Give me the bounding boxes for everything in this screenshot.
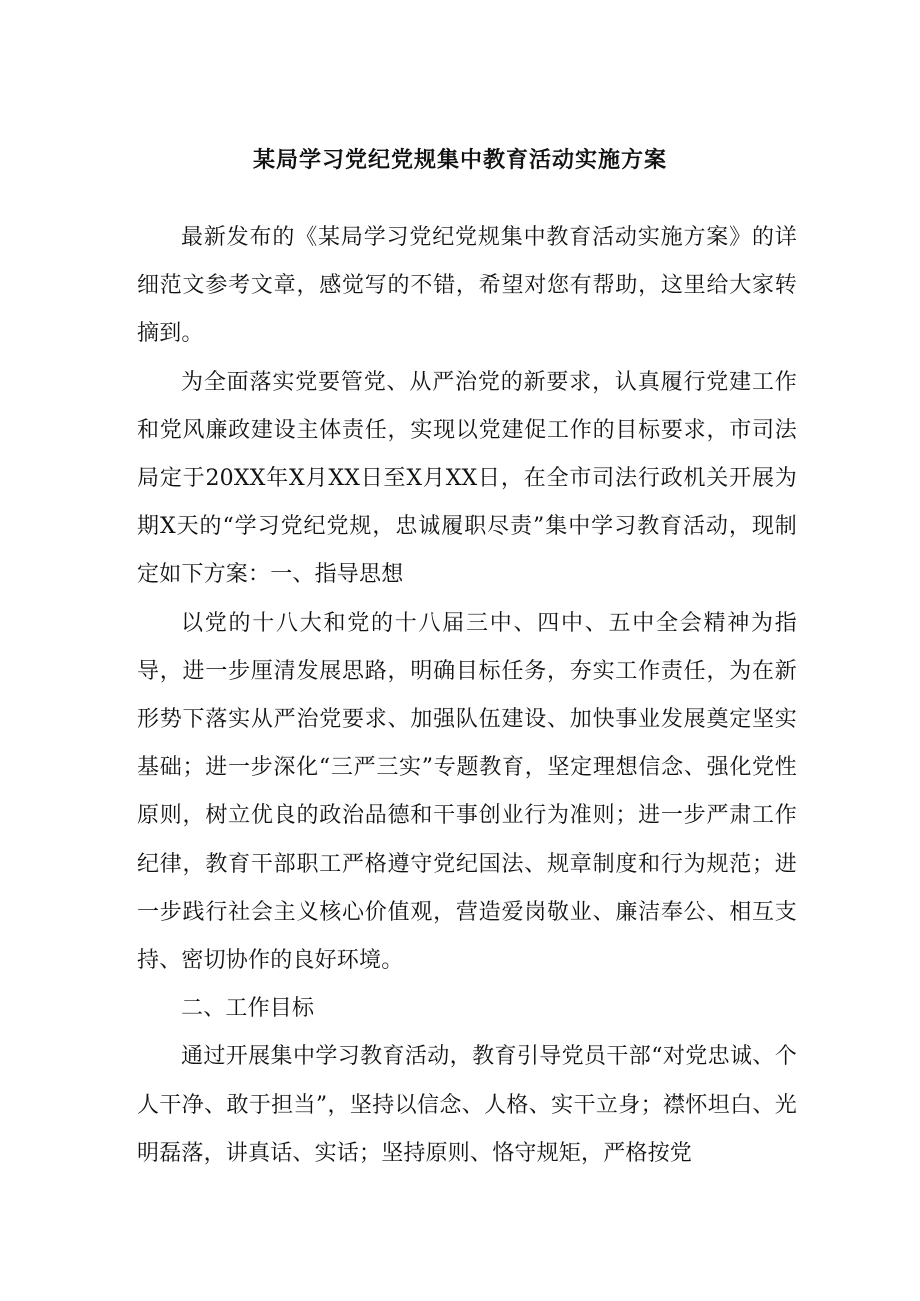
paragraph-intro: 最新发布的《某局学习党纪党规集中教育活动实施方案》的详细范文参考文章，感觉写的不错，希望对您有帮助，这里给大家转摘到。 — [137, 225, 797, 347]
paragraph-work-goals: 通过开展集中学习教育活动，教育引导党员干部“对党忠诚、个人干净、敢于担当”，坚持以信念、人格、实干立身；襟怀坦白、光明磊落，讲真话、实话；坚持原则、恪守规矩，严格按党 — [137, 1044, 797, 1166]
document-title: 某局学习党纪党规集中教育活动实施方案 — [252, 147, 667, 173]
section-heading-work-goals: 二、工作目标 — [181, 996, 315, 1022]
document-body — [137, 214, 797, 1178]
paragraph-background: 为全面落实党要管党、从严治党的新要求，认真履行党建工作和党风廉政建设主体责任，实现以党建促工作的目标要求，市司法局定于20XX年X月XX日至X月XX日，在全市司法行政机关开展为期X天的“学习党纪党规，忠诚履职尽责”集中学习教育活动，现制定如下方案：一、指导思想 — [137, 369, 797, 588]
paragraph-guiding-thought: 以党的十八大和党的十八届三中、四中、五中全会精神为指导，进一步厘清发展思路，明确目标任务，夯实工作责任，为在新形势下落实从严治党要求、加强队伍建设、加快事业发展奠定坚实基础；进一步深化“三严三实”专题教育，坚定理想信念、强化党性原则，树立优良的政治品德和干事创业行为准则；进一步严肃工作纪律，教育干部职工严格遵守党纪国法、规章制度和行为规范；进一步践行社会主义核心价值观，营造爱岗敬业、廉洁奉公、相互支持、密切协作的良好环境。 — [137, 610, 797, 974]
